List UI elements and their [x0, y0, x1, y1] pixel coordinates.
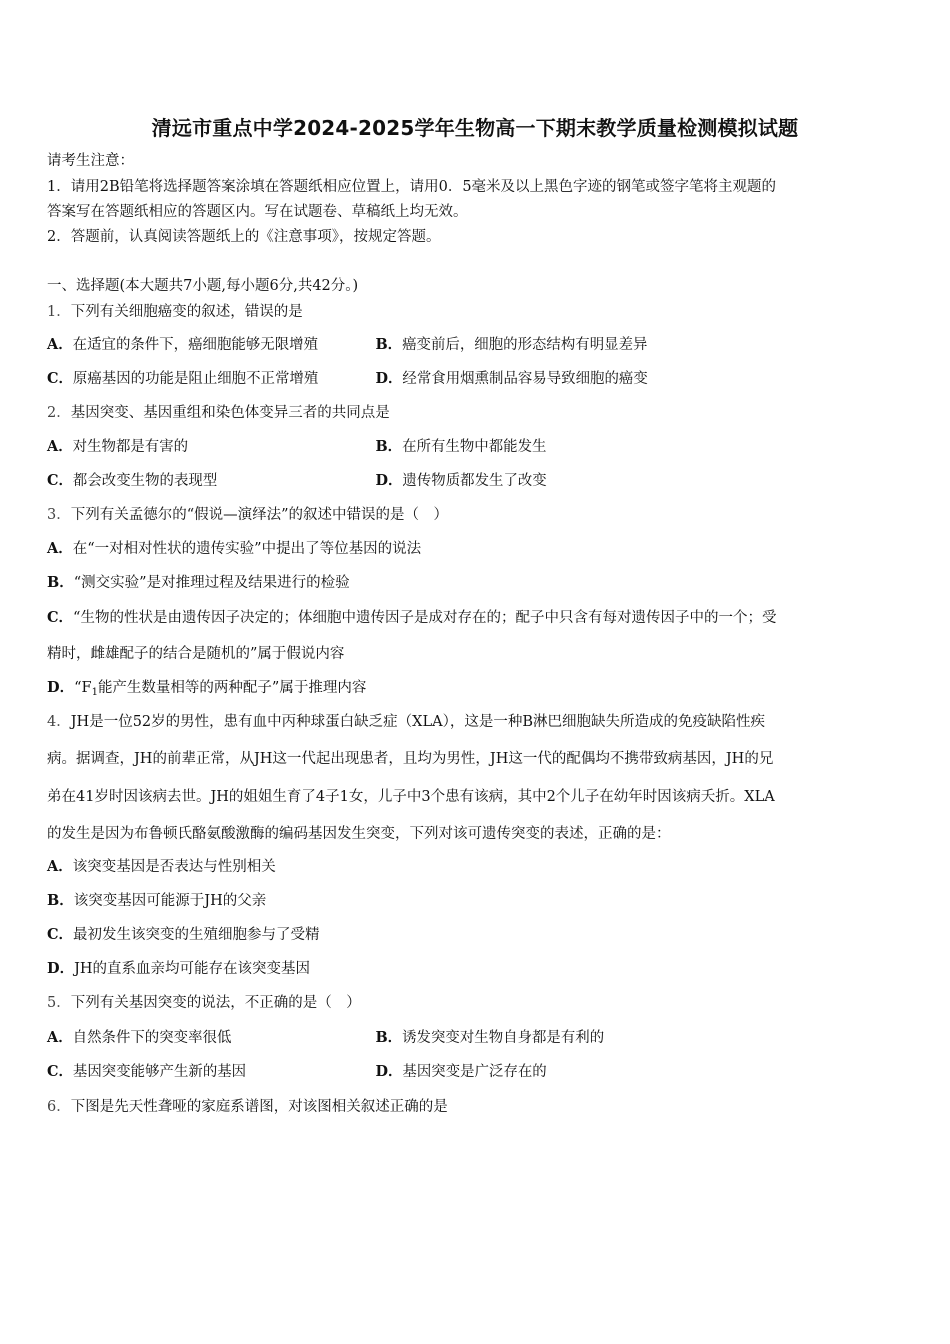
subscript: 1 — [91, 687, 98, 698]
option-a[interactable] — [47, 1030, 231, 1046]
option-text: 在“一对相对性状的遗传实验”中提出了等位基因的说法 — [72, 541, 422, 557]
question-number: 2． — [47, 405, 71, 421]
option-b[interactable] — [47, 573, 350, 593]
question-number: 5． — [47, 995, 71, 1011]
option-label: A． — [47, 1029, 73, 1046]
option-a[interactable] — [47, 539, 421, 559]
option-label: D． — [375, 472, 403, 489]
option-label: B． — [375, 1029, 403, 1046]
option-d[interactable] — [47, 678, 366, 703]
question-2-options-cd — [47, 471, 903, 491]
option-text: 该突变基因是否表达与性别相关 — [72, 859, 276, 875]
question-4-stem — [47, 712, 765, 732]
question-1-stem — [47, 302, 303, 322]
option-text: 遗传物质都发生了改变 — [402, 473, 547, 489]
option-label: B． — [47, 892, 74, 909]
question-2-stem — [47, 403, 390, 423]
page-title: 清远市重点中学2024-2025学年生物高一下期末教学质量检测模拟试题 — [151, 116, 799, 140]
question-2-options-ab — [47, 437, 903, 457]
option-label: A． — [47, 438, 73, 455]
option-text: 原癌基因的功能是阻止细胞不正常增殖 — [72, 371, 319, 387]
option-text: “生物的性状是由遗传因子决定的；体细胞中遗传因子是成对存在的；配子中只含有每对遗传因子中的一个；受 — [73, 610, 777, 626]
option-text: 基因突变能够产生新的基因 — [72, 1064, 247, 1080]
question-text: 基因突变、基因重组和染色体变异三者的共同点是 — [70, 405, 390, 421]
option-label: B． — [375, 438, 403, 455]
notice-heading: 请考生注意： — [47, 153, 134, 169]
notice-item-2: 2．答题前，认真阅读答题纸上的《注意事项》，按规定答题。 — [47, 229, 441, 245]
option-text: 经常食用烟熏制品容易导致细胞的癌变 — [402, 371, 648, 387]
question-5-options-cd — [47, 1062, 903, 1082]
option-c[interactable] — [47, 608, 776, 628]
option-text: “测交实验”是对推理过程及结果进行的检验 — [73, 575, 350, 591]
option-text: 能产生数量相等的两种配子”属于推理内容 — [97, 680, 367, 696]
option-text: 都会改变生物的表现型 — [72, 473, 218, 489]
question-text: JH是一位52岁的男性，患有血中丙种球蛋白缺乏症（XLA），这是一种B淋巴细胞缺失所造成的免疫缺陷性疾 — [70, 714, 765, 730]
question-number: 6． — [47, 1099, 71, 1115]
option-b[interactable] — [375, 1028, 604, 1048]
option-c[interactable] — [47, 371, 318, 387]
question-4-stem-line-3: 弟在41岁时因该病去世。JH的姐姐生育了4子1女，儿子中3个患有该病，其中2个儿子在幼年时因该病夭折。XLA — [47, 789, 775, 805]
option-b[interactable] — [375, 335, 647, 355]
option-text: 诱发突变对生物自身都是有利的 — [402, 1030, 605, 1046]
option-b[interactable] — [47, 891, 266, 911]
question-6-stem — [47, 1097, 448, 1117]
option-label: C． — [47, 472, 73, 489]
option-label: B． — [47, 574, 74, 591]
option-c[interactable] — [47, 1064, 246, 1080]
option-text: 对生物都是有害的 — [72, 439, 189, 455]
question-1-options-ab — [47, 335, 903, 355]
question-number: 4． — [47, 714, 71, 730]
option-d[interactable] — [375, 1062, 546, 1082]
option-text: 基因突变是广泛存在的 — [402, 1064, 547, 1080]
option-text: 在适宜的条件下，癌细胞能够无限增殖 — [72, 337, 318, 353]
option-a[interactable] — [47, 337, 318, 353]
option-c-continued: 精时，雌雄配子的结合是随机的”属于假说内容 — [47, 646, 345, 662]
option-text: 癌变前后，细胞的形态结构有明显差异 — [402, 337, 648, 353]
option-label: C． — [47, 926, 74, 943]
option-label: D． — [47, 679, 75, 696]
question-5-stem — [47, 993, 361, 1013]
question-text: 下列有关细胞癌变的叙述，错误的是 — [70, 304, 303, 320]
option-c[interactable] — [47, 473, 217, 489]
option-d[interactable] — [47, 959, 310, 979]
option-label: D． — [47, 960, 75, 977]
option-label: D． — [375, 370, 403, 387]
question-4-stem-line-2: 病。据调查，JH的前辈正常，从JH这一代起出现患者，且均为男性，JH这一代的配偶均不携带致病基因，JH的兄 — [47, 751, 774, 767]
option-label: C． — [47, 370, 73, 387]
option-text: 最初发生该突变的生殖细胞参与了受精 — [73, 927, 320, 943]
option-label: A． — [47, 540, 73, 557]
option-d[interactable] — [375, 369, 647, 389]
option-text: 该突变基因可能源于JH的父亲 — [73, 893, 267, 909]
option-c[interactable] — [47, 925, 320, 945]
question-number: 1． — [47, 304, 71, 320]
question-text: 下列有关基因突变的说法，不正确的是（ ） — [70, 995, 361, 1011]
option-label: D． — [375, 1063, 403, 1080]
option-text: JH的直系血亲均可能存在该突变基因 — [74, 961, 311, 977]
option-label: C． — [47, 1063, 73, 1080]
section-heading: 一、选择题(本大题共7小题,每小题6分,共42分。) — [47, 278, 359, 294]
option-a[interactable] — [47, 857, 276, 877]
notice-item-1-line-1: 1．请用2B铅笔将选择题答案涂填在答题纸相应位置上，请用0．5毫米及以上黑色字迹的钢笔或签字笔将主观题的 — [47, 179, 777, 195]
option-text: 在所有生物中都能发生 — [402, 439, 547, 455]
option-text: “F — [74, 680, 92, 696]
option-label: A． — [47, 858, 73, 875]
question-5-options-ab — [47, 1028, 903, 1048]
option-a[interactable] — [47, 439, 188, 455]
question-4-stem-line-4: 的发生是因为布鲁顿氏酪氨酸激酶的编码基因发生突变，下列对该可遗传突变的表述，正确的是： — [47, 826, 671, 842]
question-text: 下列有关孟德尔的“假说—演绎法”的叙述中错误的是（ ） — [70, 507, 449, 523]
question-number: 3． — [47, 507, 71, 523]
option-label: B． — [375, 336, 403, 353]
question-1-options-cd — [47, 369, 903, 389]
notice-item-1-line-2: 答案写在答题纸相应的答题区内。写在试题卷、草稿纸上均无效。 — [47, 204, 468, 220]
question-text: 下图是先天性聋哑的家庭系谱图，对该图相关叙述正确的是 — [70, 1099, 448, 1115]
option-d[interactable] — [375, 471, 546, 491]
question-3-stem — [47, 505, 448, 525]
option-b[interactable] — [375, 437, 546, 457]
option-label: C． — [47, 609, 74, 626]
option-text: 自然条件下的突变率很低 — [72, 1030, 232, 1046]
option-label: A． — [47, 336, 73, 353]
